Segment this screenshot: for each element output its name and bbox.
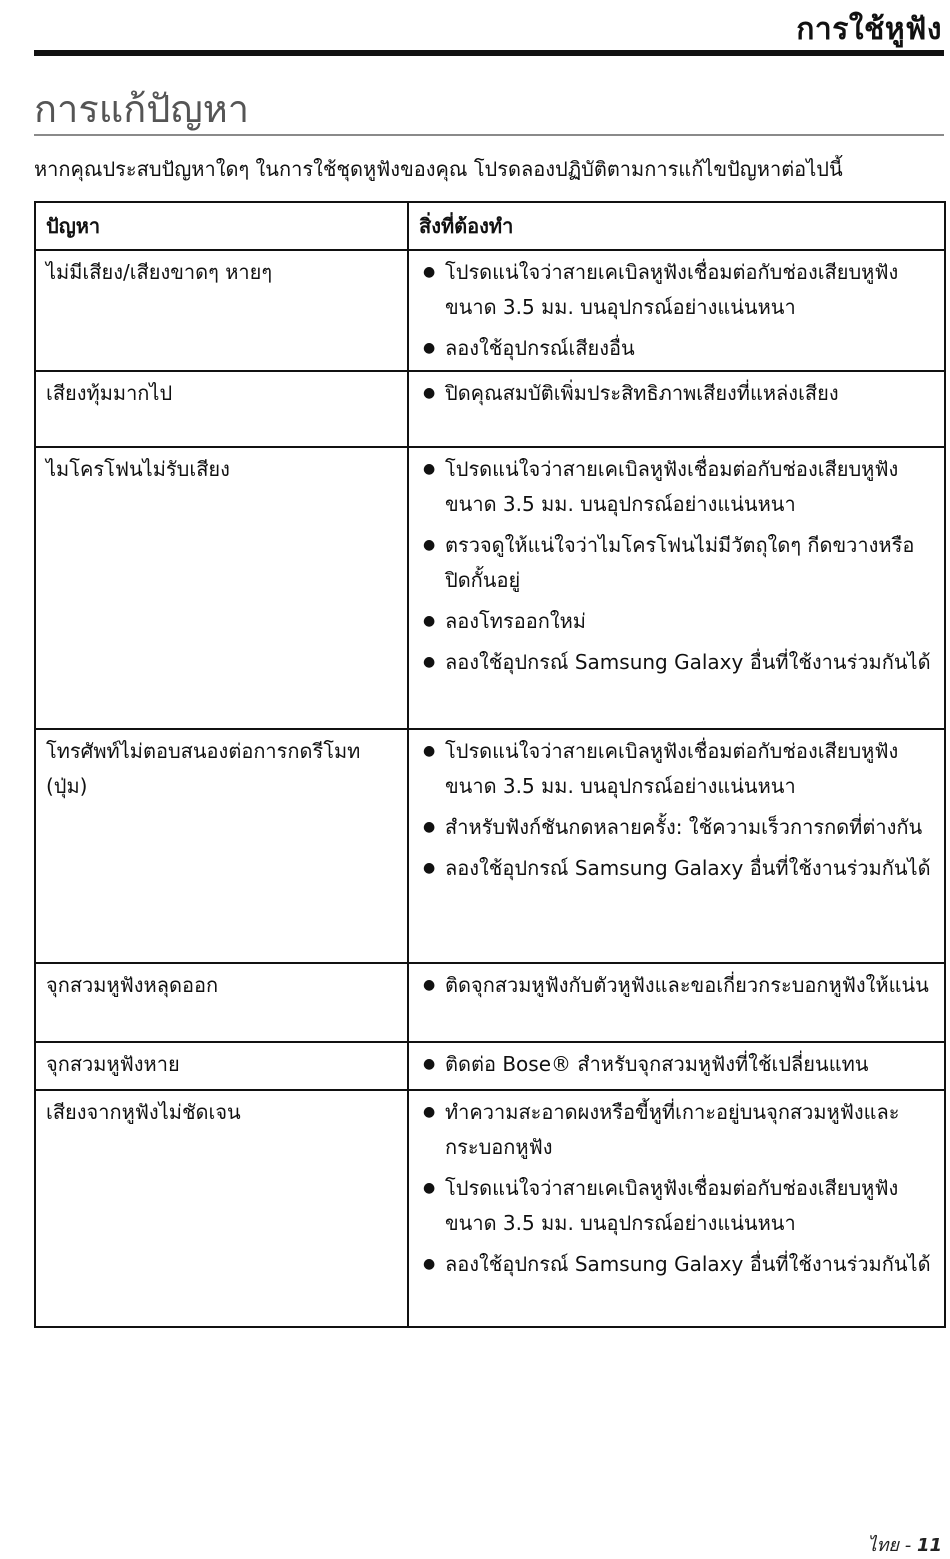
list-item — [419, 604, 934, 639]
table-row — [35, 963, 945, 1042]
bullet-icon: ● — [423, 654, 436, 670]
list-item — [419, 1095, 934, 1165]
action-list — [419, 1047, 934, 1082]
action-cell — [408, 371, 945, 447]
table-body — [35, 250, 945, 1327]
action-text: โปรดแน่ใจว่าสายเคเบิลหูฟังเชื่อมต่อกับช่องเสียบหูฟังขนาด 3.5 มม. บนอุปกรณ์อย่างแน่นหนา — [445, 260, 899, 319]
table-row — [35, 729, 945, 963]
action-list — [419, 968, 934, 1003]
bullet-icon: ● — [423, 819, 436, 835]
action-cell — [408, 1042, 945, 1090]
action-list — [419, 1095, 934, 1282]
list-item — [419, 734, 934, 804]
action-cell — [408, 447, 945, 729]
action-cell — [408, 729, 945, 963]
bullet-icon: ● — [423, 1256, 436, 1272]
problem-cell: เสียงทุ้มมากไป — [35, 371, 408, 447]
bullet-icon: ● — [423, 385, 436, 401]
action-text: ติดจุกสวมหูฟังกับตัวหูฟังและขอเกี่ยวกระบอกหูฟังให้แน่น — [445, 973, 929, 997]
problem-cell: จุกสวมหูฟังหลุดออก — [35, 963, 408, 1042]
action-list — [419, 376, 934, 411]
bullet-icon: ● — [423, 1104, 436, 1120]
section-title: การแก้ปัญหา — [34, 87, 250, 131]
list-item — [419, 645, 934, 680]
table-row — [35, 447, 945, 729]
list-item — [419, 331, 934, 366]
bullet-icon: ● — [423, 1180, 436, 1196]
list-item — [419, 1247, 934, 1282]
list-item — [419, 1047, 934, 1082]
action-text: โปรดแน่ใจว่าสายเคเบิลหูฟังเชื่อมต่อกับช่องเสียบหูฟังขนาด 3.5 มม. บนอุปกรณ์อย่างแน่นหนา — [445, 457, 899, 516]
header-rule — [34, 50, 944, 56]
header-action: สิ่งที่ต้องทำ — [408, 202, 945, 250]
chapter-title: การใช้หูฟัง — [796, 12, 942, 47]
action-text: ทำความสะอาดผงหรือขี้หูที่เกาะอยู่บนจุกสวมหูฟังและกระบอกหูฟัง — [445, 1100, 900, 1159]
table-row — [35, 250, 945, 371]
table-row — [35, 371, 945, 447]
list-item — [419, 810, 934, 845]
bullet-icon: ● — [423, 461, 436, 477]
problem-cell: เสียงจากหูฟังไม่ชัดเจน — [35, 1090, 408, 1327]
action-text: ปิดคุณสมบัติเพิ่มประสิทธิภาพเสียงที่แหล่งเสียง — [445, 381, 839, 405]
list-item — [419, 528, 934, 598]
list-item — [419, 376, 934, 411]
list-item — [419, 452, 934, 522]
action-text: ติดต่อ Bose® สำหรับจุกสวมหูฟังที่ใช้เปลี่ยนแทน — [445, 1052, 869, 1076]
action-text: ลองใช้อุปกรณ์ Samsung Galaxy อื่นที่ใช้งานร่วมกันได้ — [445, 856, 931, 880]
table-row — [35, 1042, 945, 1090]
footer-language: ไทย — [867, 1535, 899, 1556]
action-text: ลองใช้อุปกรณ์เสียงอื่น — [445, 336, 635, 360]
problem-cell: ไมโครโฟนไม่รับเสียง — [35, 447, 408, 729]
bullet-icon: ● — [423, 537, 436, 553]
table-row — [35, 1090, 945, 1327]
list-item — [419, 851, 934, 886]
problem-cell: จุกสวมหูฟังหาย — [35, 1042, 408, 1090]
bullet-icon: ● — [423, 977, 436, 993]
problem-cell: ไม่มีเสียง/เสียงขาดๆ หายๆ — [35, 250, 408, 371]
action-text: ลองใช้อุปกรณ์ Samsung Galaxy อื่นที่ใช้งานร่วมกันได้ — [445, 650, 931, 674]
footer-separator: - — [898, 1535, 917, 1556]
bullet-icon: ● — [423, 1056, 436, 1072]
table-header-row — [35, 202, 945, 250]
bullet-icon: ● — [423, 613, 436, 629]
bullet-icon: ● — [423, 340, 436, 356]
action-text: ลองใช้อุปกรณ์ Samsung Galaxy อื่นที่ใช้งานร่วมกันได้ — [445, 1252, 931, 1276]
list-item — [419, 255, 934, 325]
action-list — [419, 255, 934, 366]
problem-cell: โทรศัพท์ไม่ตอบสนองต่อการกดรีโมท (ปุ่ม) — [35, 729, 408, 963]
action-list — [419, 734, 934, 886]
troubleshooting-table — [34, 201, 946, 1328]
intro-text: หากคุณประสบปัญหาใดๆ ในการใช้ชุดหูฟังของคุณ โปรดลองปฏิบัติตามการแก้ไขปัญหาต่อไปนี้ — [34, 157, 843, 181]
action-text: ลองโทรออกใหม่ — [445, 609, 586, 633]
list-item — [419, 1171, 934, 1241]
page-number: 11 — [916, 1535, 942, 1556]
action-text: ตรวจดูให้แน่ใจว่าไมโครโฟนไม่มีวัตถุใดๆ กีดขวางหรือปิดกั้นอยู่ — [445, 533, 915, 592]
action-cell — [408, 963, 945, 1042]
action-text: โปรดแน่ใจว่าสายเคเบิลหูฟังเชื่อมต่อกับช่องเสียบหูฟังขนาด 3.5 มม. บนอุปกรณ์อย่างแน่นหนา — [445, 739, 899, 798]
action-text: สำหรับฟังก์ชันกดหลายครั้ง: ใช้ความเร็วการกดที่ต่างกัน — [445, 815, 923, 839]
action-list — [419, 452, 934, 680]
section-rule — [34, 134, 944, 136]
bullet-icon: ● — [423, 743, 436, 759]
action-cell — [408, 1090, 945, 1327]
bullet-icon: ● — [423, 860, 436, 876]
list-item — [419, 968, 934, 1003]
header-problem: ปัญหา — [35, 202, 408, 250]
bullet-icon: ● — [423, 264, 436, 280]
action-cell — [408, 250, 945, 371]
action-text: โปรดแน่ใจว่าสายเคเบิลหูฟังเชื่อมต่อกับช่องเสียบหูฟังขนาด 3.5 มม. บนอุปกรณ์อย่างแน่นหนา — [445, 1176, 899, 1235]
